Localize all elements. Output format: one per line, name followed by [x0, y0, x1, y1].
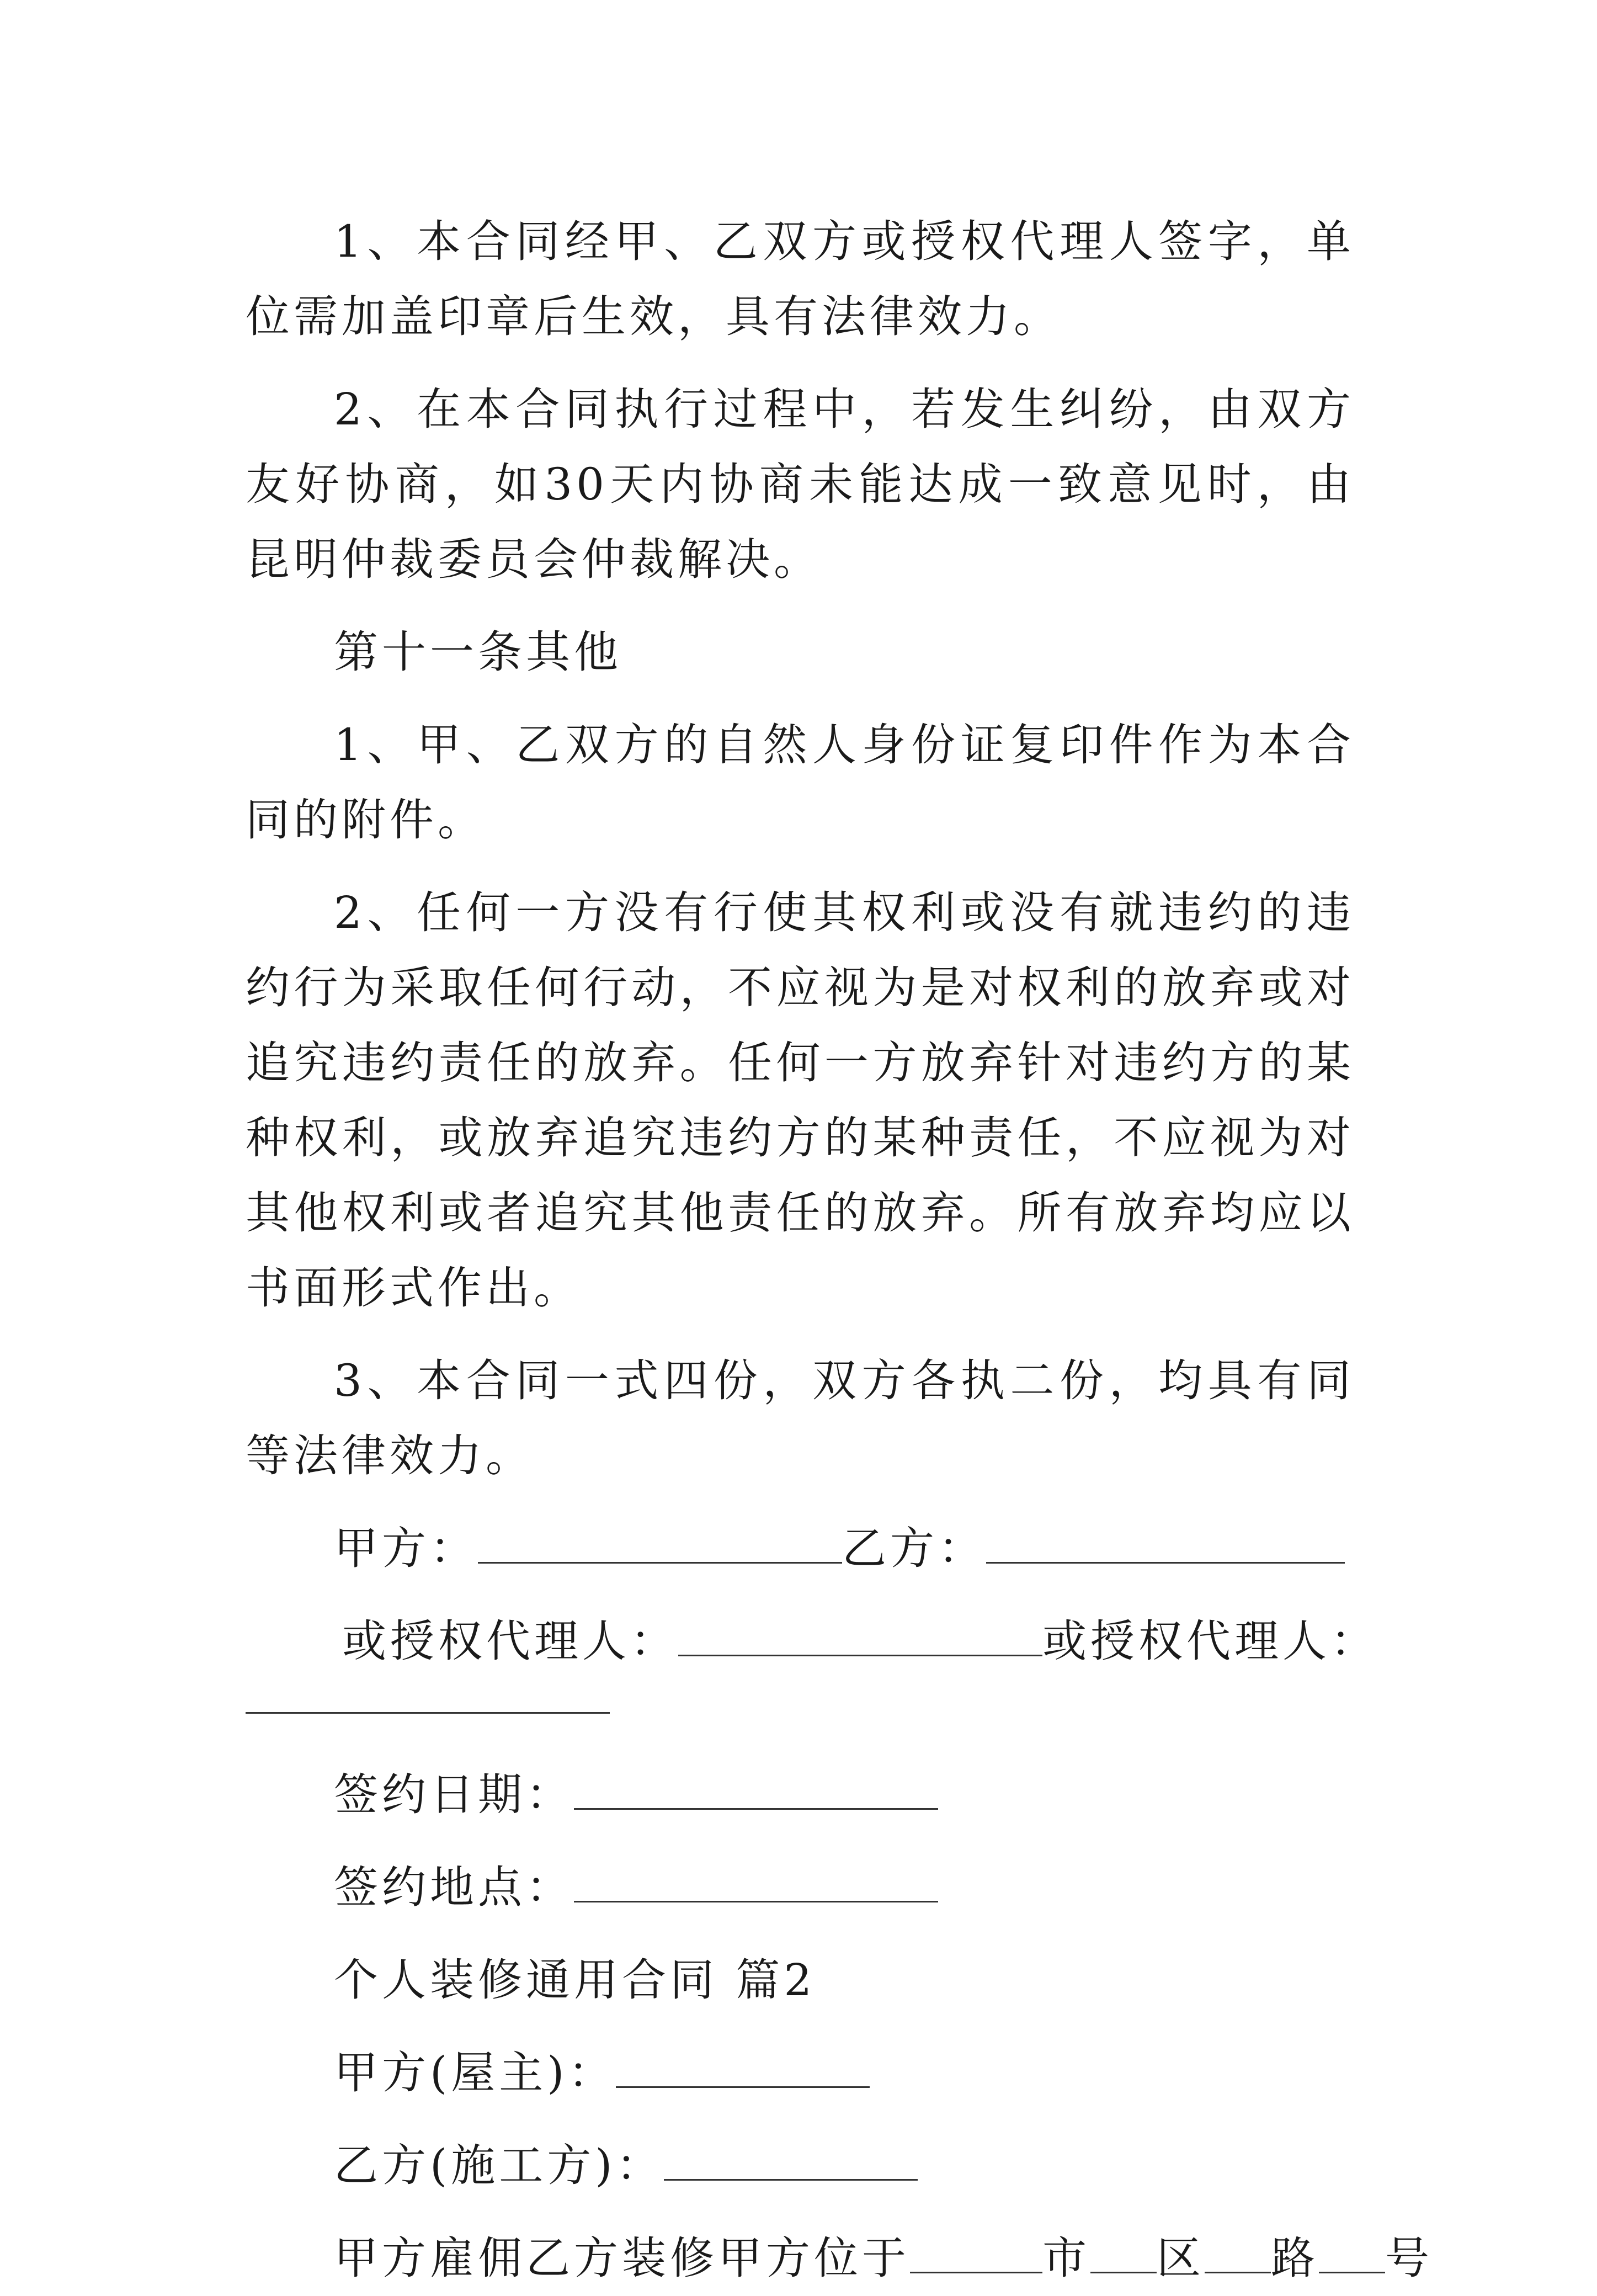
party-a-label: 甲方： [334, 1523, 478, 1574]
address-row [246, 2221, 1433, 2296]
owner-row [246, 2035, 1355, 2111]
owner-line [616, 2053, 870, 2088]
signature-agents-row [246, 1604, 1378, 1679]
contractor-row [246, 2128, 1355, 2203]
party-b-signature-line [986, 1529, 1345, 1564]
road-label: 路 [1271, 2233, 1319, 2284]
number-line [1319, 2239, 1385, 2273]
sign-place-label: 签约地点： [334, 1862, 574, 1913]
party-a-signature-line [478, 1529, 842, 1564]
article-11-heading: 第十一条其他 [334, 626, 622, 678]
agent-a-label: 或授权代理人： [342, 1615, 678, 1667]
number-label: 号 [1385, 2233, 1433, 2284]
district-label: 区 [1157, 2233, 1205, 2284]
party-b-label: 乙方： [842, 1523, 986, 1574]
section-2-title: 个人装修通用合同 篇2 [334, 1954, 816, 2006]
road-line [1205, 2239, 1271, 2273]
signature-parties-row [246, 1511, 1355, 1586]
sign-place-row [246, 1850, 1355, 1925]
city-line [910, 2239, 1042, 2273]
sign-date-line [574, 1775, 938, 1810]
clause-effectiveness: 1、本合同经甲、乙双方或授权代理人签字，单位需加盖印章后生效，具有法律效力。 [246, 216, 1355, 342]
city-label: 市 [1042, 2233, 1090, 2284]
sign-date-row [246, 1757, 1355, 1832]
document-body [246, 204, 1433, 2296]
agent-a-signature-line [678, 1622, 1042, 1656]
contractor-line [664, 2146, 918, 2181]
clause-waiver: 2、任何一方没有行使其权利或没有就违约的违约行为采取任何行动，不应视为是对权利的放弃或对追究违约责任的放弃。任何一方放弃针对违约方的某种权利，或放弃追究违约方的某种责任，不应视为对其他权利或者追究其他责任的放弃。所有放弃均应以书面形式作出。 [246, 887, 1355, 1314]
clause-copies: 3、本合同一式四份，双方各执二份，均具有同等法律效力。 [246, 1355, 1355, 1481]
clause-id-attachment: 1、甲、乙双方的自然人身份证复印件作为本合同的附件。 [246, 719, 1355, 846]
agent-b-label: 或授权代理人： [1042, 1615, 1378, 1667]
district-line [1090, 2239, 1157, 2273]
address-prefix: 甲方雇佣乙方装修甲方位于 [334, 2233, 910, 2284]
contractor-label: 乙方(施工方)： [334, 2140, 664, 2191]
sign-date-label: 签约日期： [334, 1769, 574, 1820]
agent-b-signature-row [246, 1679, 1355, 1740]
agent-b-signature-line [246, 1679, 610, 1714]
sign-place-line [574, 1868, 938, 1902]
owner-label: 甲方(屋主)： [334, 2047, 616, 2098]
clause-dispute-resolution: 2、在本合同执行过程中，若发生纠纷，由双方友好协商，如30天内协商未能达成一致意见时，由昆明仲裁委员会仲裁解决。 [246, 384, 1355, 585]
